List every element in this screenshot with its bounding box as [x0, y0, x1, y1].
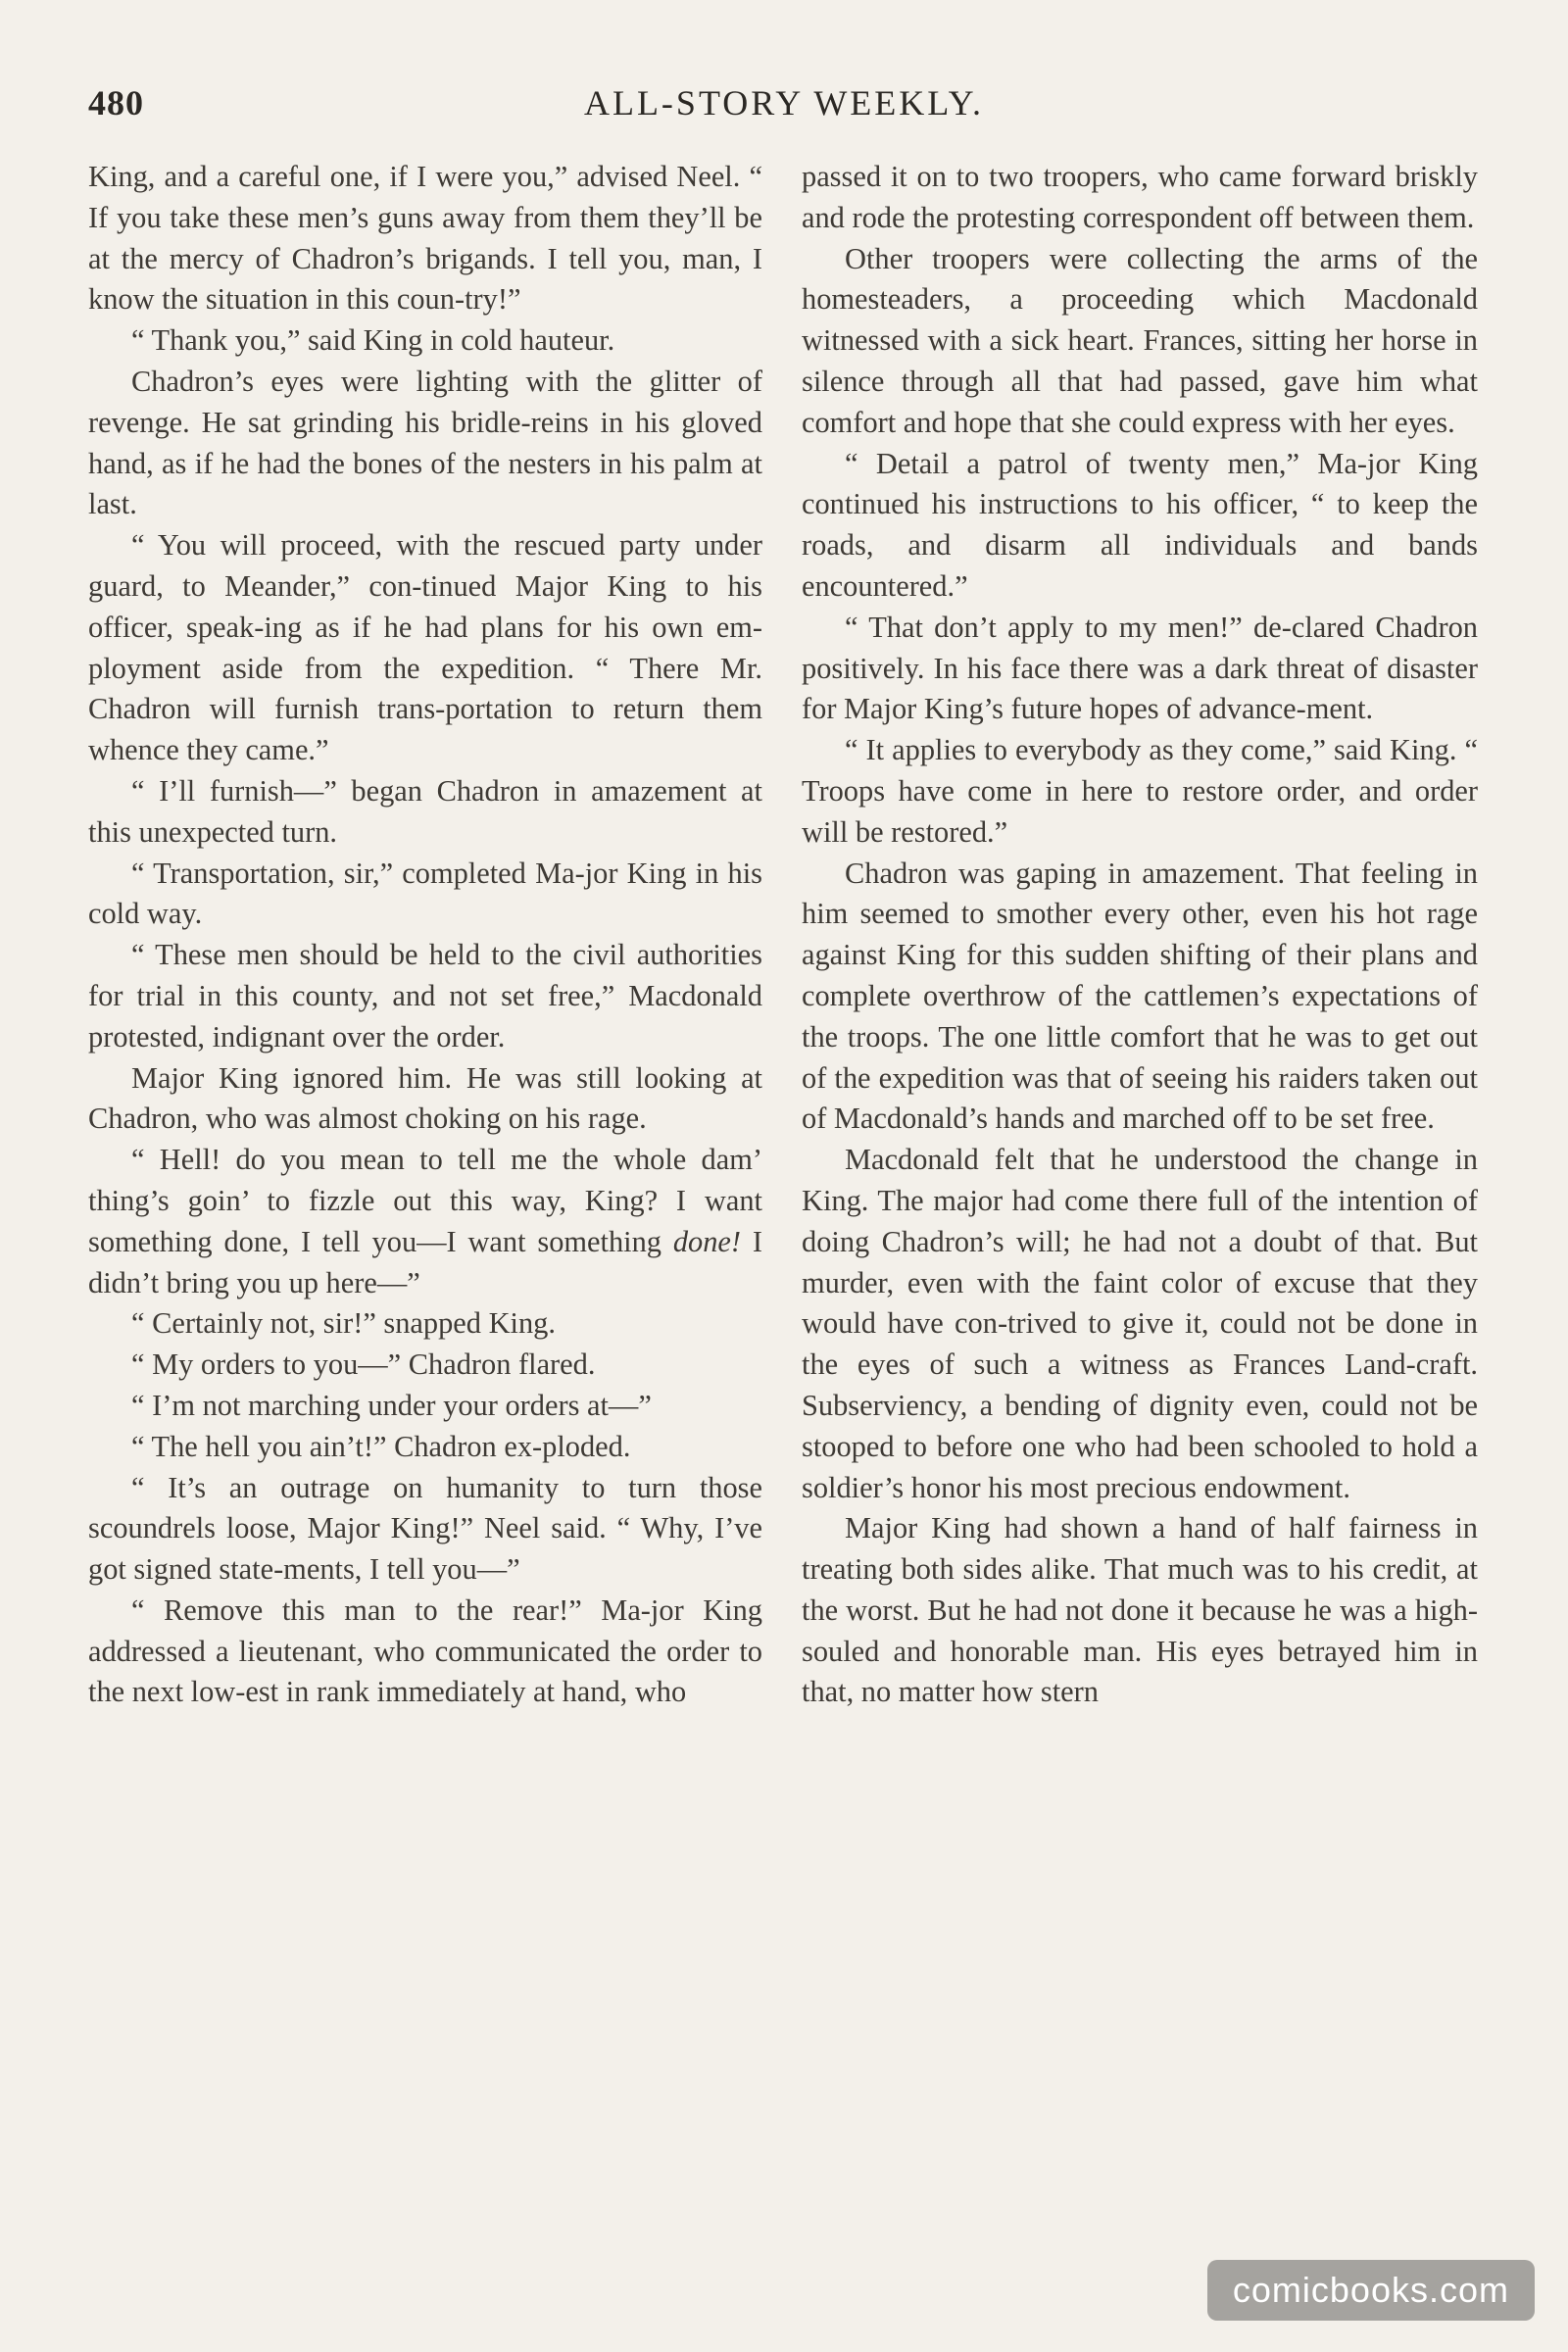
left-column — [88, 157, 762, 2254]
paragraph-text: “ My orders to you—” Chadron flared. — [131, 1348, 596, 1382]
paragraph — [802, 444, 1478, 608]
paragraph — [88, 1427, 762, 1468]
paragraph — [88, 1303, 762, 1345]
paragraph — [88, 1345, 762, 1386]
paragraph-text: “ Thank you,” said King in cold hauteur. — [131, 323, 615, 358]
paragraph — [802, 239, 1478, 444]
paragraph-text: “ It applies to everybody as they come,” said King. “ Troops have come in here to restore order, and order will be restored.” — [802, 733, 1478, 849]
paragraph-text: “ You will proceed, with the rescued party under guard, to Meander,” con-tinued Major King to his officer, speak-ing as if he had plans for his own em-ployment aside from the expedition. “ There Mr. Chadron will furnish trans-portation to return them whence they came.” — [88, 528, 762, 767]
paragraph — [88, 525, 762, 771]
paragraph — [88, 935, 762, 1057]
paragraph-text: “ Transportation, sir,” completed Ma-jor King in his cold way. — [88, 856, 762, 931]
paragraph — [88, 771, 762, 854]
paragraph-text: “ It’s an outrage on humanity to turn those scoundrels loose, Major King!” Neel said. “ Why, I’ve got signed state-ments, I tell you—” — [88, 1470, 762, 1587]
paragraph — [802, 608, 1478, 730]
paragraph-text: “ Remove this man to the rear!” Ma-jor King addressed a lieutenant, who communicated the order to the next low-est in rank immediately at hand, who — [88, 1592, 762, 1709]
paragraph — [88, 1140, 762, 1303]
paragraph-text: Major King had shown a hand of half fairness in treating both sides alike. That much was to his credit, at the worst. But he had not done it because he was a high-souled and honorable man. His eyes betrayed him in that, no matter how stern — [802, 1511, 1478, 1709]
paragraph — [802, 730, 1478, 853]
paragraph — [802, 1140, 1478, 1508]
page-number: 480 — [88, 83, 144, 122]
paragraph-text: “ The hell you ain’t!” Chadron ex-ploded. — [131, 1429, 631, 1463]
emphasis-text: done! — [672, 1224, 742, 1258]
paragraph-text: “ These men should be held to the civil authorities for trial in this county, and not set free,” Macdonald protested, indignant over the order. — [88, 938, 762, 1054]
paragraph-text: Other troopers were collecting the arms of the homesteaders, a proceeding which Macdonald witnessed with a sick heart. Frances, sitting her horse in silence through all that had passed, gave him what comfort and hope that she could express with her eyes. — [802, 241, 1478, 439]
paragraph — [802, 854, 1478, 1141]
paragraph-text: “ Certainly not, sir!” snapped King. — [131, 1306, 556, 1341]
paragraph — [88, 1591, 762, 1713]
watermark-logo: comicbooks.com — [1207, 2260, 1535, 2321]
paragraph — [802, 157, 1478, 239]
paragraph-text: Macdonald felt that he understood the change in King. The major had come there full of the intention of doing Chadron’s will; he had not a doubt of that. But murder, even with the faint color of excuse that they would have con-trived to give it, could not be done in the eyes of such a witness as Frances Land-craft. Subserviency, a bending of dignity even, could not be stooped to before one who had been schooled to hold a soldier’s honor his most precious endowment. — [802, 1143, 1478, 1504]
paragraph-text: passed it on to two troopers, who came forward briskly and rode the protesting correspondent off between them. — [802, 160, 1478, 234]
paragraph — [88, 362, 762, 525]
paragraph-text: Major King ignored him. He was still looking at Chadron, who was almost choking on his rage. — [88, 1060, 762, 1136]
paragraph — [88, 1386, 762, 1427]
paragraph — [88, 854, 762, 936]
paragraph-text: King, and a careful one, if I were you,” advised Neel. “ If you take these men’s guns away from them they’ll be at the mercy of Chadron’s brigands. I tell you, man, I know the situation in this coun-try!” — [88, 160, 762, 317]
paragraph-text: “ Hell! do you mean to tell me the whole dam’ thing’s goin’ to fizzle out this way, King? I want something done, I tell you—I want something — [88, 1143, 762, 1258]
paragraph — [88, 1058, 762, 1141]
right-column — [802, 157, 1478, 2254]
paragraph — [88, 320, 762, 362]
paragraph-text: “ I’m not marching under your orders at—” — [131, 1388, 652, 1422]
paragraph-text: Chadron was gaping in amazement. That feeling in him seemed to smother every other, even his hot rage against King for this sudden shifting of their plans and complete overthrow of the cattlemen’s expectations of the troops. The one little comfort that he was to get out of the expedition was that of seeing his raiders taken out of Macdonald’s hands and marched off to be set free. — [802, 856, 1478, 1136]
paragraph — [88, 1468, 762, 1591]
running-title: ALL-STORY WEEKLY. — [583, 83, 985, 122]
paragraph-text: “ I’ll furnish—” began Chadron in amazement at this unexpected turn. — [88, 773, 762, 849]
paragraph-text: Chadron’s eyes were lighting with the glitter of revenge. He sat grinding his bridle-reins in his gloved hand, as if he had the bones of the nesters in his palm at last. — [88, 364, 762, 521]
paragraph-text: “ That don’t apply to my men!” de-clared Chadron positively. In his face there was a dark threat of disaster for Major King’s future hopes of advance-ment. — [802, 610, 1478, 726]
paragraph — [802, 1508, 1478, 1713]
page-header — [0, 82, 1568, 131]
paragraph — [88, 157, 762, 320]
paragraph-text: “ Detail a patrol of twenty men,” Ma-jor King continued his instructions to his officer, “ to keep the roads, and disarm all individuals and bands encountered.” — [802, 446, 1478, 603]
paragraph-tail: I didn’t bring you up here—” — [88, 1224, 762, 1299]
